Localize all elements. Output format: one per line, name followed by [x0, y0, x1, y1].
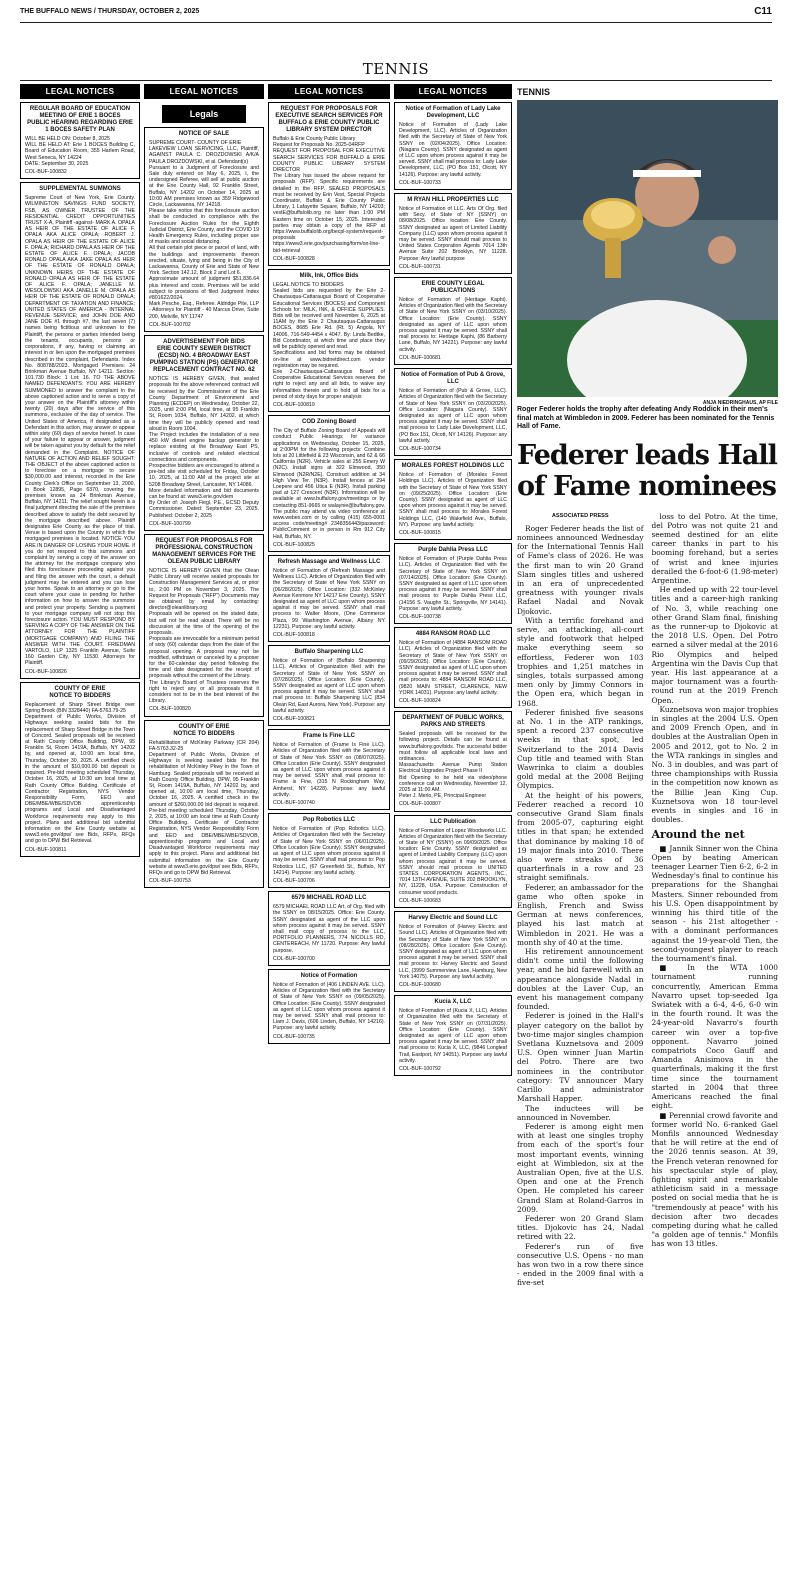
story-paragraph: ■ Jannik Sinner won the China Open by beating American teenager Learner Tien 6-2, 6-2 in Wednesday's final to continue his preparations for the Shanghai Masters. Sinner rebounded from his U.S. Open disappointment by winning his third title of the season - his 21st altogether - with a dominant performances against the 19-year-old Tien, the second-youngest player to reach the tournament's final.: [651, 843, 778, 964]
notice-body: Notice of Formation of (Pub & Grove, LLC). Articles of Organization filed with the Secretary of State of New York SSNY on (03/20/2025). Office Location: (Niagara County). SSNY designated as agent of LLC upon whom process against it may be served. SSNY shall mail process to: Lady Lake Development, LLC, (PO Box 151, Olcott, NY 14126). Purpose: any lawful activity.: [399, 388, 507, 444]
story-paragraph: loss to del Potro. At the time, del Potro was not quite 21 and seemed destined for an elite career thanks in part to his booming forehand, but a series of wrist and knee injuries derailed the 6-foot-6 (1.98-meter) Argentine.: [651, 511, 778, 585]
notice-code: COL-BUF-100740: [273, 800, 315, 807]
notice-body: Notice of Formation of (4884 RANSOM ROAD LLC). Articles of Organization filed with the Secretary of State of New York SSNY on (09/29/2025). Office Location: (Erie County). SSNY designated as agent of LLC upon whom process against it may be served. SSNY shall mail process to: 4884 RANSOM ROAD LLC, (9820 MAIN STREET, CLARENCE, NEW YORK 14031). Purpose: any lawful activity.: [399, 640, 507, 696]
legal-notice: [394, 193, 512, 274]
notice-code: COL-BUF-100828: [273, 255, 315, 262]
photo-credit: ANJA NIEDRINGHAUS, AP FILE: [702, 400, 778, 406]
legal-notice: [394, 102, 512, 190]
legal-notice: [394, 543, 512, 624]
legal-notice: [394, 911, 512, 992]
story-paragraph: Federer is joined in the Hall's player category on the ballot by two-time major singles champion Svetlana Kuznetsova and 2009 U.S. Open winner Juan Martin del Potro. There are two nominees in the contributor category: TV announcer Mary Carillo and administrator Marshall Happer.: [517, 1011, 644, 1104]
page-header: [20, 6, 772, 20]
notice-body: Notice of Formation of (Frame Is Fine LLC). Articles of Organization filed with the Secretary of State of New York SSNY on (08/07/2025). Office Location (Erie County). SSNY designated as agent of LLC upon whom process against it may be served. SSNY shall mail process to: Frame is Fine, (315 N Rockingham Way, Amherst, NY 14228). Purpose: any lawful activity.: [273, 742, 385, 798]
notice-code: COL-BUF-100734: [399, 445, 441, 452]
story-body: [517, 512, 778, 1288]
story-paragraph: ■ Perennial crowd favorite and former world No. 6-ranked Gael Monfils announced Wednesday that he will retire at the end of the 2026 tennis season. At 39, the French veteran renowned for his spectacular style of play, fighting spirit and remarkable athleticism said in a message posted on social media that he is "tremendously at peace" with his decision after two decades competing during what he called "a golden age of tennis." Monfils has won 13 titles.: [651, 1110, 778, 1249]
legal-notice: [394, 995, 512, 1076]
headline: Federer leads Hall of Fame nominees: [517, 439, 777, 502]
legal-column-1: [20, 84, 140, 1568]
notice-body: WILL BE HELD ON: October 8, 2025 WILL BE HELD AT: Erie 1 BOCES Building C, Board of Education Room, 355 Harlem Road, West Seneca, NY 14224 DATE: September 30, 2025: [25, 136, 135, 167]
notice-code: COL-BUF-100700: [273, 955, 315, 962]
notice-code: COL-BUF-100683: [399, 897, 441, 904]
federer-photo-illustration: [517, 100, 778, 397]
section-rule: [20, 80, 772, 81]
notice-code: COL-BUF-100731: [399, 263, 441, 270]
notice-code: COL-BUF-100818: [273, 632, 315, 639]
notice-title: DEPARTMENT OF PUBLIC WORKS, PARKS AND STREETS: [402, 715, 504, 729]
legal-notice: [268, 729, 390, 810]
legal-notices-heading: LEGAL NOTICES: [144, 84, 264, 99]
legal-notice: [20, 182, 140, 679]
notice-body: SUPREME COURT- COUNTY OF ERIE LAKEVIEW LOAN SERVICING, LLC, Plaintiff, AGAINST PAULA C. DROZDOWSKI A/K/A PAULA DROZDOWSKI, et al. Defendant(s) Pursuant to a Judgment of Foreclosure and Sale duly entered on May 6, 2025, I, the undersigned Referee, will sell at public auction at the Erie County Hall, 92 Franklin Street, Buffalo, NY 14202 on October 14, 2025 at 10:00 AM premises known as 359 Ridgewood Circle, Lackawanna, NY 14218. Please take notice that this foreclosure auction shall be conducted in compliance with the Foreclosure Auction Rules for the Eighth Judicial District, Erie County, and the COVID 19 Health Emergency Rules, including proper use of masks and social distancing. All that certain plot piece or parcel of land, with the buildings and improvements thereon erected, situate, lying and being in the City of Lackawanna, County of Erie and State of New York. Section 142.12, Block 2 and Lot 6. Approximate amount of judgment $51,836.64 plus interest and costs. Premises will be sold subject to provisions of filed Judgment Index #801622/2024. Mark Pesche, Esq., Referee. Aldridge Pite, LLP - Attorneys for Plaintiff - 40 Marcus Drive, Suite 200, Melville, NY 11747: [149, 140, 259, 320]
notice-code: COL-BUF-100824: [399, 698, 441, 705]
notice-body: NOTICE IS HEREBY GIVEN that the Olean Public Library will receive sealed proposals for Construction Management Services at, or prior to, 2:00 PM on November 3, 2025. The Request for Proposals ("RFP") Documents may be obtained by email by contacting: director@oleanlibrary.org Proposals will be opened on the stated date, but will not be read aloud. There will be no discussion at the time of the opening of the proposals. Proposals are irrevocable for a minimum period of sixty (60) calendar days from the date of the proposal opening. A proposal may not be modified, withdrawn or canceled by a proposer for the 60-calendar day period following the time and date designated for the receipt of proposals without the consent of the Library. The Library's Board of Trustees reserves the right to reject any or all proposals that it considers not to be in the best interest of the Library.: [149, 567, 259, 705]
notice-body: Notice of Formation of (Morales Forest Holdings LLC). Articles of Organization filed with the Secretary of State of New York SSNY on (09/25/2025). Office Location: (Erie County). SSNY designated as agent of LLC upon whom process against it may be served. SSNY shall mail process to: Morales Forest Holdings LLC, (140 Wakefield Ave., Buffalo, NY). Purpose: any lawful activity.: [399, 472, 507, 528]
notice-title: Purple Dahlia Press LLC: [418, 547, 488, 554]
notice-body: Notice of Formation of (Heritage Kaphi). Articles of Organization filed with the Secretary of State of New York SSNY on (03/10/2025). Office Location: (Erie County). SSNY designated as agent of LLC upon whom process against it may be served. SSNY shall mail process to: Heritage Kaphi, (86 Barberry Lane, Buffalo, NY 14221). Purpose: any lawful activity.: [399, 297, 507, 353]
notice-body: Supreme Court of New York, Erie County. WILMINGTON SAVINGS FUND SOCIETY, FSB, AS OWNER TRUSTEE OF THE RESIDENTIAL CREDIT OPPORTUNITIES TRUST X-A, Plaintiff -against- MARK A. OPALA AS HEIR OF THE ESTATE OF ALICE F. OPALA AKA ALICE OPALA; ROBERT J. OPALA AS HEIR OF THE ESTATE OF ALICE F. OPALA; RICHARD OPALA AS HEIR OF THE ESTATE OF ALICE F. OPALA; JACOB RONALD OPALA AKA JAKE OPALA AS HEIR OF THE ESTATE OF RONALD OPALA; UNKNOWN HEIRS OF THE ESTATE OF RONALD OPALA AS HEIR OF THE ESTATE OF ALICE F. OPALA; JANELLE M. WESOLOWSKI AKA JANELLE M. OPALA AS HEIR OF THE ESTATE OF RONALD OPALA; DEPARTMENT OF TAXATION AND FINANCE; UNITED STATES OF AMERICA - INTERNAL REVENUE SERVICE; and JOHN DOE AND JANE DOE #1 through #7, the last seven (7) names being fictitious and unknown to the Plaintiff, the persons or parties intended being the tenants, occupants, persons or corporations, if any, having or claiming an interest in or lien upon the mortgaged premises described in the complaint, Defendants. Index No. 808788/2023. Mortgaged Premises: 24 Brinkman Avenue Buffalo, NY 14211. Section: 101.730 Block: 1 Lot: 16. TO THE ABOVE NAMED DEFENDANTS: YOU ARE HEREBY SUMMONED to answer the complaint in the above captioned action and to serve a copy of your answer on the Plaintiff's attorney within twenty (20) days after the service of this summons, exclusive of the day of service. The United States of America, if designated as a Defendant in this action, may answer or appear within sixty (60) days of service hereof. In case of your failure to appear or answer, judgment will be taken against you by default for the relief demanded in the Complaint. NOTICE OF NATURE OF ACTION AND RELIEF SOUGHT: THE OBJECT of the above captioned action is to foreclose on a mortgage to secure $30,000.00 and interest, recorded in the Erie County Clerk's Office on September 13, 2000, in Book 12895, Page 6370, covering the premises known as 24 Brinkman Avenue, Buffalo, NY 14211. The relief sought herein is a final judgment directing the sale of the premises described above to satisfy the debt secured by the mortgage described above. Plaintiff designates Erie County as the place of trial. Venue is based upon the County in which the mortgaged premises is located. NOTICE YOU ARE IN DANGER OF LOSING YOUR HOME. If you do not respond to this summons and complaint by serving a copy of the answer on the attorney for the mortgage company who filed this foreclosure proceeding against you and filing the answer with the court, a default judgment may be entered and you can lose your home. Speak to an attorney or go to the court where your case is pending for further information on how to answer the summons and protect your property. Sending a payment to your mortgage company will not stop this foreclosure action. YOU MUST RESPOND BY SERVING A COPY OF THE ANSWER ON THE ATTORNEY FOR THE PLAINTIFF (MORTGAGE COMPANY) AND FILING THE ANSWER WITH THE COURT. FRIEDMAN VARTOLO, LLP 1325 Franklin Avenue, Suite 160 Garden City, NY 11530. Attorneys for Plaintiff.: [25, 195, 135, 667]
legal-notice: [268, 969, 390, 1044]
story-paragraph: Federer is among eight men with at least one singles trophy from each of the sport's four most important events, winning eight at Wimbledon, six at the Australian Open, five at the U.S. Open and one at the French Open. He completed his career Grand Slam at Roland-Garros in 2009.: [517, 1121, 644, 1214]
legal-notice: [268, 813, 390, 888]
notice-code: COL-BUF-100811: [25, 846, 67, 853]
notice-body: Sealed proposals will be received for the following project. Details can be found at www.buffalony.gov/bids. The successful bidder must follow all applicable local laws and ordinances. Massachusetts Avenue Pump Station Electrical Upgrades Project Phase II Bid Opening to be held via video/phone conference call on Wednesday, November 12, 2025 at 11:00 AM. Peter J. Merlo, PE, Principal Engineer: [399, 731, 507, 800]
legal-notice: [144, 534, 264, 717]
story-paragraph: He ended up with 22 tour-level titles and a career-high ranking of No. 3, while reaching one other Grand Slam final, finishing as the runner-up to Djokovic at the 2018 U.S. Open. Del Potro earned a silver medal at the 2016 Rio Olympics and helped Argentina win the Davis Cup that year. His last appearance at a major tournament was a fourth-round run at the 2019 French Open.: [651, 585, 778, 705]
legal-notice: [394, 627, 512, 708]
notice-code: COL-BUF-100799: [149, 520, 191, 527]
notice-title: REGULAR BOARD OF EDUCATION MEETING OF ERIE 1 BOCES PUBLIC HEARING REGARDING ERIE 1 BOCES SAFETY PLAN: [27, 106, 133, 133]
legal-notice: [20, 102, 140, 179]
notice-title: Milk, Ink, Office Bids: [299, 273, 359, 280]
notice-title: LLC Publication: [430, 818, 476, 825]
notice-title: REQUEST FOR PROPOSALS FOR PROFESSIONAL CONSTRUCTION MANAGEMENT SERVICES FOR THE OLEAN PUBLIC LIBRARY: [152, 537, 256, 565]
notice-code: COL-BUF-100826: [25, 668, 67, 675]
story-paragraph: The inductees will be announced in November.: [517, 1103, 644, 1122]
notice-body: LEGAL NOTICE TO BIDDERS Sealed bids are requested by the Erie 2-Chautauqua-Cattaraugus Board of Cooperative Educational Services (BOCES) and Component Schools for: MILK, INK, & OFFICE SUPPLIES. Bids will be received until November 6, 2025 at 11AM by the Erie 2 Chautauqua-Cattaraugus BOCES, 8685 Erie Rd. (Rt. 5) Angola, NY 14006, 716-549-4454 x 4047. By: Linda Bedtke, Bid Coordinator, at which time and place they will be publicly opened and read. Specifications and bid forms may be obtained on-line at www.bidnetdirect.com vendor registration may be required. Erie 2-Chautauqua-Cattaraugus Board of Cooperative Educational Services reserves the right to reject any and all bids, to waive any informalities therein and to hold all bids for a period of sixty days for proper analysis: [273, 282, 385, 400]
notice-body: Notice of Formation of (Harvey Electric and Sound LLC). Articles of Organization filed with the Secretary of State of New York SSNY on (08/28/2025). Office Location: (Erie County). SSNY designated as agent of LLC upon whom process against it may be served. SSNY shall mail process to: Harvey Electric and Sound LLC, (3999 Summerview Lane, Hamburg, New York 14075). Purpose: any lawful activity.: [399, 924, 507, 980]
notice-body: Notice of Formation of (Buffalo Sharpening LLC). Articles of Organization filed with the Secretary of State of New York SSNY on (07/28/2025). Office Location: (Erie County). SSNY designated as agent of LLC upon whom process against it may be served. SSNY shall mail process to: Buffalo Sharpening LLC (834 Olean Rd, East Aurora, New York). Purpose: any lawful activity.: [273, 658, 385, 714]
notice-code: COL-BUF-100738: [399, 613, 441, 620]
story-paragraph: Federer's run of five consecutive U.S. Opens - no man has won two in a row there since - ended in the 2009 final with a five-set: [517, 1241, 644, 1288]
legal-notice: [394, 815, 512, 908]
legal-notice: [20, 682, 140, 857]
legal-notices-heading: LEGAL NOTICES: [268, 84, 390, 99]
legal-notice: [268, 645, 390, 726]
legal-notice: [144, 127, 264, 332]
notice-code: COL-BUF-100733: [399, 179, 441, 186]
story-paragraph: At the height of his powers, Federer reached a record 10 consecutive Grand Slam finals from 2005-07, capturing eight titles in that span; he extended that dominance by making 18 of 19 major finals into 2010. There also were streaks of 36 quarterfinals in a row and 23 straight semifinals.: [517, 790, 644, 883]
legal-notice: [268, 269, 390, 412]
story-paragraph: Roger Federer heads the list of nominees announced Wednesday for the International Tennis Hall of Fame's class of 2026. He was the first man to win 20 Grand Slam singles titles and ushered in an era of unprecedented greatness with younger rivals Rafael Nadal and Novak Djokovic.: [517, 523, 644, 616]
notice-code: COL-BUF-100815: [399, 529, 441, 536]
federer-photo: [517, 100, 778, 397]
notice-title: Buffalo Sharpening LLC: [294, 649, 364, 656]
story-column-1: [517, 512, 644, 1288]
story-paragraph: Federer won 20 Grand Slam titles. Djokovic has 24, Nadal retired with 22.: [517, 1213, 644, 1242]
story-paragraph: Kuznetsova won major trophies in singles at the 2004 U.S. Open and 2009 French Open, and in doubles at the Australian Open in 2005 and 2012, got to No. 2 in the WTA rankings in singles and No. 3 in doubles, and was part of three championships with Russia in the competition now known as the Billie Jean King Cup. Kuznetsova won 18 tour-level events in singles and 16 in doubles.: [651, 704, 778, 825]
notice-body: Notice of Formation of (Kucia X, LLC). Articles of Organization filed with the Secretary of State of New York SSNY on (07/31/2025). Office Location: (Erie County). SSNY designated as agent of LLC upon whom process against it may be served. SSNY shall mail process to: Kucia X, LLC, (9846 Longleaf Trail, Eastport, NY 14051). Purpose: any lawful activity.: [399, 1008, 507, 1064]
story-paragraph: Federer, an ambassador for the game who often spoke in English, French and Swiss German at news conferences, played his last match at Wimbledon in 2021. He was a month shy of 40 at the time.: [517, 882, 644, 947]
notice-code: COL-BUF-100735: [273, 1033, 315, 1040]
legal-column-2: [144, 84, 264, 1568]
notice-code: COL-BUF-100819: [273, 401, 315, 408]
notice-title: COUNTY OF ERIE NOTICE TO BIDDERS: [173, 723, 235, 737]
notice-code: COL-BUF-100753: [149, 878, 191, 885]
notice-code: COL-BUF-100706: [273, 877, 315, 884]
notice-body: Notice of Formation of (Lady Lake Development, LLC). Articles of Organization filed with the Secretary of State of New York SSNY on (02/04/2025). Office Location: (Niagara County). SSNY designated as agent of LLC upon whom process against it may be served. SSNY shall mail process to: Lady Lake Development, LLC, (PO Box 151, Olcott, NY 14126). Purpose: any lawful activity.: [399, 122, 507, 178]
notice-body: 6579 MICHAEL ROAD LLC Art. of Org. filed with the SSNY on 08/15/2025. Office: Erie County. SSNY designated as agent of the LLC upon whom process against it may be served. SSNY shall mail copy of process to the LLC, PORTFOLIO PLANNERS, 774 NICOLLS RD, CENTEREACH, NY 11720. Purpose: Any lawful purpose.: [273, 904, 385, 954]
notice-body: Notice of Formation of LLC. Arts Of Org. filed with Secy. of State of NY (SSNY) on 08/08/2025. Office location: Erie County. SSNY designated as agent of Limited Liability Company (LLC) upon whom process against it may be served. SSNY should mail process to United States Corporation Agents 7014 13th Avenue Suite 202 Brooklyn, NY 11228. Purpose: Any lawful purpose: [399, 206, 507, 262]
notice-body: NOTICE IS HEREBY GIVEN, that sealed proposals for the above referenced contract will be received by the Commissioner of the Erie County Department of Environment and Planning (ECDEP) on Wednesday, October 22, 2025, until 2:00 PM, local time, at 95 Franklin St, Room 1034, Buffalo, NY 14202, at which time they will be publicly opened and read aloud in Room 1004. The Project includes the installation of a new 450 kW diesel engine backup generator to replace existing at the Broadway East PS, inclusive of controls and related electrical connections and components. Prospective bidders are encouraged to attend a pre-bid site visit scheduled for Friday, October 10, 2025, at 11:00 AM at the project site at 5208 Broadway Street, Lancaster, NY 14086. More detailed information and bid documents can be found at: www3.erie.gov/dem By Order of: Joseph Fiegl, P.E., ECSD Deputy Commissioner. Dated: September 23, 2025. Published: October 2, 2025: [149, 376, 259, 519]
photo-caption: Roger Federer holds the trophy after defeating Andy Roddick in their men's final match at Wimbledon in 2009. Federer has been nominated for the Tennis Hall of Fame.: [517, 406, 775, 430]
notice-title: COUNTY OF ERIE NOTICE TO BIDDERS: [49, 685, 111, 699]
notice-body: The City of Buffalo Zoning Board of Appeals will conduct Public Hearings for variance applications on Wednesday, October 15, 2025, at 2:00PM for the following projects: Combine lots at 20 Littlefield & 23 Wisconsin, and 62 & 66 California (N2R). Vehicle sales at 255 Emery W (N2C). Install signs at 322 Elmwood, 350 Elmwood (N2R/N2E). Construct addition at 34 High View Ter. (N3R). Install fences at 294 Loepere and 456 Utica E (N3R). Install parking pad at 127 Crescent (N3R). Information will be available at www.buffalony.gov/meetings or by contacting 851-9665 or walaynie@buffalony.gov. The public may attend via video conference at www.webex.com or by calling (415) 655-0001 access code/meeting# 2348356443/password: PublicComment or in person in Rm 912 City Hall, Buffalo, NY.: [273, 428, 385, 540]
notice-title: REQUEST FOR PROPOSALS FOR EXECUTIVE SEARCH SERVICES FOR BUFFALO & ERIE COUNTY PUBLIC LIBRARY SYSTEM DIRECTOR: [275, 106, 383, 133]
legal-notice: [394, 459, 512, 540]
notice-title: Frame Is Fine LLC: [302, 733, 355, 740]
notice-title: 4884 RANSOM ROAD LLC: [415, 631, 491, 638]
notice-title: Kucia X, LLC: [434, 999, 472, 1006]
notice-body: Replacement of Sharp Street Bridge over Spring Brook (BIN 3328440) FA-5763.79-25 Department of Public Works, Division of Highways seeking sealed bids for the replacement of Sharp Street Bridge in the Town of Concord. Sealed proposals will be received at Rath County Office Building, DPW, 95 Franklin St, Room 1419A, Buffalo, NY 14202 by, and opened at, 10:00 am local time, Thursday, October 30, 2025. A certified check in the amount of $10,000.00 bid deposit is required. Pre-bid meeting scheduled Thursday, October 16, 2025, at 10:30 am local time at Rath County Office Building. Certificate of Contractor Registration, NYS Vendor Responsibility Form, EEO and DBE/MBE/WBE/SDVOB apprenticeship programs and Local and Disadvantaged Workforce requirements may apply to this project. Plans and additional bid submittal information on the Erie County website at www3.erie.gov/dpw/ see Bids, RFPs, RFQs and go to DPW Bid Retrieval.: [25, 701, 135, 845]
notice-body: Notice of Formation of (Refresh Massage and Wellness LLC). Articles of Organization filed with the Secretary of State of New York SSNY on (06/28/2025). Office Location: (332 McKinley Avenue Kenmore NY 14217 Erie County). SSNY designated as agent of LLC upon whom process against it may be served. SSNY shall mail process to: Walter Moore, (One Commerce Plaza, 99 Washington Avenue, Albany NY 12231). Purpose: any lawful activity.: [273, 567, 385, 630]
notice-title: ADVERTISEMENT FOR BIDS ERIE COUNTY SEWER DISTRICT (ECSD) NO. 4 BROADWAY EAST PUMPING STATION (PS) GENERATOR REPLACEMENT CONTRACT NO. 62: [149, 339, 259, 374]
legal-notice: [144, 720, 264, 889]
notice-title: Harvey Electric and Sound LLC: [408, 915, 498, 922]
legal-notice: [394, 368, 512, 456]
notice-title: M RYAN HILL PROPERTIES LLC: [407, 197, 499, 204]
notice-code: COL-BUF-100832: [25, 169, 67, 176]
notice-title: 6579 MICHAEL ROAD LLC: [291, 895, 367, 902]
legal-notice: [394, 277, 512, 365]
legal-notice: [268, 102, 390, 266]
legal-notice: [394, 711, 512, 811]
story-column-2: [652, 512, 779, 1288]
notice-code: COL-BUF-100681: [399, 354, 441, 361]
notice-title: Pop Robotics LLC: [303, 817, 355, 824]
section-title: TENNIS: [362, 60, 430, 78]
legal-column-4: [394, 84, 512, 1568]
folio-line: THE BUFFALO NEWS / THURSDAY, OCTOBER 2, 2025: [20, 8, 200, 15]
notice-body: Rehabilitation of McKinley Parkway (CR 204) FA-5763.32-25 Department of Public Works, Division of Highways is seeking sealed bids for the rehabilitation of McKinley Pkwy in the Town of Hamburg. Sealed proposals will be received at Rath County Office Building, DPW, 95 Franklin St, Room 1419A, Buffalo, NY 14202 by, and opened at, 10:00 am local time, Thursday, October 16, 2025. A certified check in the amount of $260,000.00 bid deposit is required. Pre-bid meeting scheduled Thursday, October 2, 2025, at 10:00 am local time at Rath County Office Building. Certificate of Contractor Registration, NYS Vendor Responsibility Form and EEO and DBE/MBE/WBE/SDVOB, apprenticeship programs and Local and Disadvantaged Workforce requirements may apply to this project. Plans and additional bid submittal information on the Erie County website at www3.erie.gov/dpw/ see Bids, RFPs, RFQs and go to DPW Bid Retrieval.: [149, 739, 259, 876]
page-number: C11: [754, 6, 772, 17]
notice-code: COL-BUF-100792: [399, 1065, 441, 1072]
notice-title: COD Zoning Board: [302, 419, 356, 426]
tennis-label: TENNIS: [517, 87, 551, 97]
legal-notice: [268, 555, 390, 642]
story-paragraph: Federer finished five seasons at No. 1 in the ATP rankings, spent a record 237 consecutive weeks in that spot, led Switzerland to the 2014 Davis Cup title and teamed with Stan Wawrinka to claim a doubles gold medal at the 2008 Beijing Olympics.: [517, 707, 644, 791]
notice-code: COL-BUF-100702: [149, 321, 191, 328]
notice-title: SUPPLEMENTAL SUMMONS: [39, 186, 121, 193]
legal-notice: [268, 415, 390, 552]
legal-notice: [268, 891, 390, 966]
notice-code: COL-BUF-100821: [273, 716, 315, 723]
notice-body: Notice of Formation of (Purple Dahlia Press LLC). Articles of Organization filed with the Secretary of State of New York SSNY on (07/14/2025). Office Location: (Erie County). SSNY designated as agent of LLC upon whom process against it may be served. SSNY shall mail process to: Purple Dahlia Press LLC, (14156 S. Vaughn St., Springville, NY 14141). Purpose: any lawful activity.: [399, 556, 507, 612]
notice-title: NOTICE OF SALE: [178, 131, 230, 137]
legals-banner: Legals: [162, 105, 246, 123]
notice-title: Notice of Formation: [300, 972, 358, 979]
notice-title: MORALES FOREST HOLDINGS LLC: [401, 463, 505, 470]
header-rule: [20, 22, 772, 23]
story-paragraph: His retirement announcement didn't come until the following year, and he bid farewell with an appearance alongside Nadal in doubles at the Laver Cup, an event his management company founded.: [517, 947, 644, 1012]
story-paragraph: With a terrific forehand and serve, an attacking, all-court style and footwork that helped make everything seem so effortless, Federer won 103 trophies and 1,251 matches in singles, totals surpassed among men only by Jimmy Connors in the Open era, which began in 1968.: [517, 615, 644, 708]
notice-title: Refresh Massage and Wellness LLC: [277, 558, 381, 565]
byline: ASSOCIATED PRESS: [551, 512, 609, 519]
notice-code: COL-BUF-100807: [399, 801, 441, 808]
notice-title: Notice of Formation of Pub & Grove, LLC: [401, 372, 505, 386]
story-paragraph: ■ In the WTA 1000 tournament running concurrently, American Emma Navarro upset top-seeded Iga Swiatek with a 6-4, 4-6, 6-0 win in the fourth round. It was the 24-year-old Navarro's fourth career win over a top-five opponent. Navarro joined compatriots Coco Gauff and Amanda Anisimova in the quarterfinals, making it the first time since the tournament started in 2004 that three Americans reached the final eight.: [651, 963, 778, 1111]
notice-body: Buffalo & Erie County Public Library Request for Proposals No. 2025-04RFP REQUEST FOR PROPOSAL FOR EXECUTIVE SEARCH SERVICES FOR BUFFALO & ERIE COUNTY PUBLIC LIBRARY SYSTEM DIRECTOR The Library has issued the above request for proposals (RFP). Specific requirements are detailed in the RFP. SEALED PROPOSALS must be received by Erin Vest, Special Projects Coordinator, Buffalo & Erie County Public Library, 1 Lafayette Square, Buffalo, NY 14203; vestE@buffalolib.org no later than 1:00 PM Eastern time on October 15, 2025. Interested parties may obtain a copy of the RFP at https://www.buffalolib.org/becpl-system/request-proposals or https://www3.erie.gov/purchasing/form/on-line-bid-retrieval: [273, 136, 385, 254]
notice-body: Notice of Formation of (Pop Robotics LLC). Articles of Organization filed with the Secretary of State of New York SSNY on (06/01/2025). Office Location (Erie County). SSNY designated as agent of LLC upon whom process against it may be served. SSNY shall mail process to: Pop Robotics LLC, (67 Greenfield St., Buffalo, NY 14214). Purpose: any lawful activity.: [273, 826, 385, 876]
notice-body: Notice of Formation of Lopez Woodworks LLC. Articles of Organization filed with the Secretary of State of NY (SSNY) on 09/09/2025. Office location: Erie County. SSNY designated as agent of Limited Liability Company (LLC) upon whom process against it may be served. SSNY should mail process to UNITED STATES CORPORATION AGENTS, INC., 7014 13TH AVENUE, SUITE 202 BROOKLYN, NY, 11228, USA. Purpose: Construction of consumer wood products.: [399, 827, 507, 896]
tennis-story: [517, 84, 778, 1568]
notice-title: ERIE COUNTY LEGAL PUBLICATIONS: [421, 281, 485, 295]
notice-body: Notice of Formation of (406 LINDEN AVE. LLC). Articles of Organization filed with the Secretary of State of New York SSNY on (09/05/2025). Office Location: (Erie County). SSNY designated as agent of LLC upon whom process against it may be served. SSNY shall mail process to: Liam J. Davis, (606 Linden, Buffalo, NY 14216). Purpose: any lawful activity.: [273, 981, 385, 1032]
legal-notices-heading: LEGAL NOTICES: [20, 84, 140, 99]
legal-notices-heading: LEGAL NOTICES: [394, 84, 512, 99]
legal-notice: [144, 335, 264, 531]
legal-column-3: [268, 84, 390, 1568]
notice-code: COL-BUF-100820: [149, 706, 191, 713]
notice-code: COL-BUF-100680: [399, 981, 441, 988]
notice-code: COL-BUF-100825: [273, 541, 315, 548]
subhead: Around the net: [651, 828, 745, 842]
notice-title: Notice of Formation of Lady Lake Development, LLC: [405, 106, 501, 119]
